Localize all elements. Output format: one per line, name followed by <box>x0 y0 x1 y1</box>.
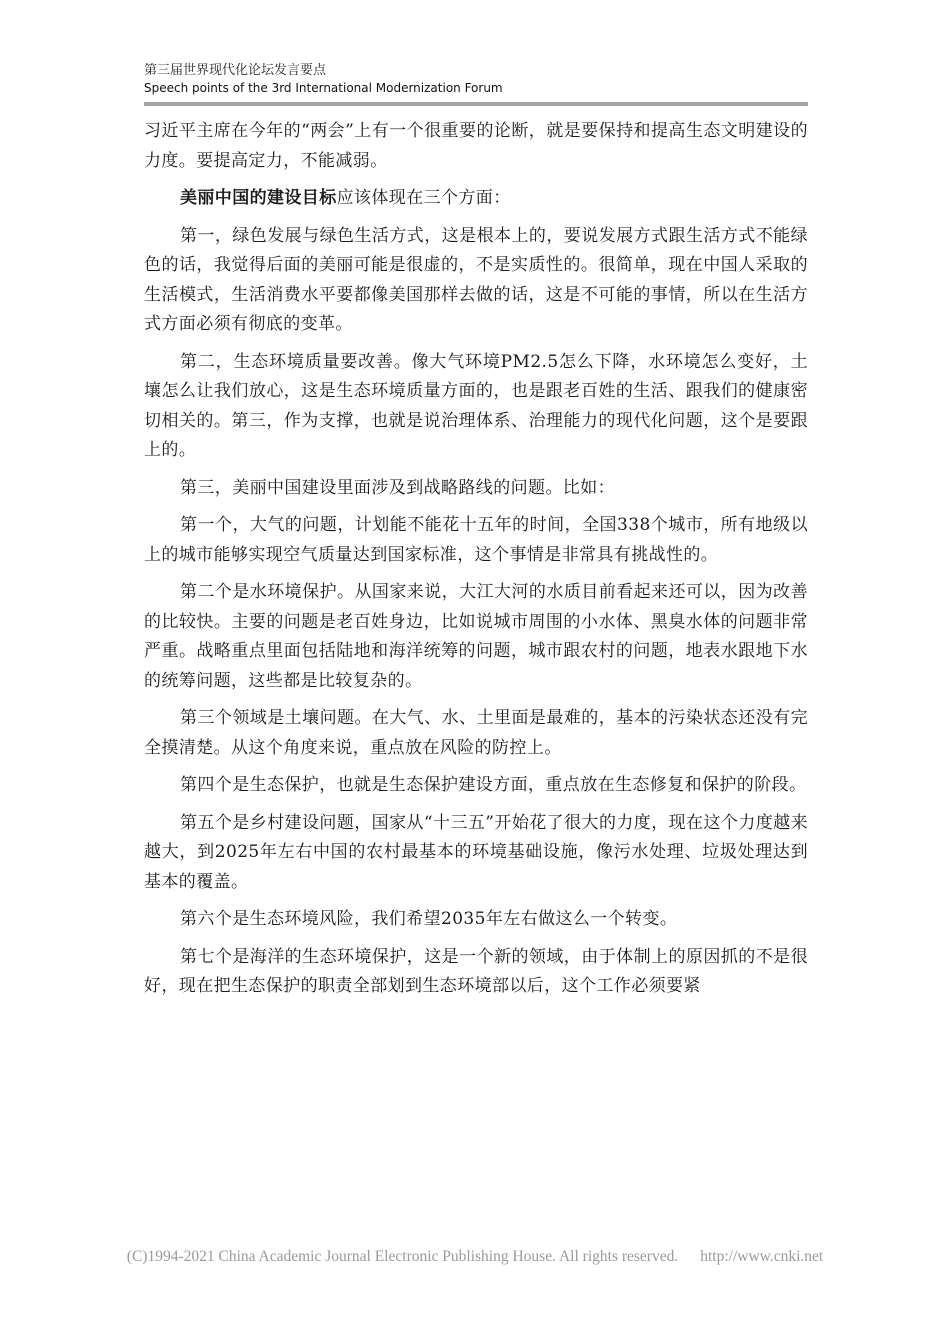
paragraph-8: 第三个领域是土壤问题。在大气、水、土里面是最难的，基本的污染状态还没有完全摸清楚。从这个角度来说，重点放在风险的防控上。 <box>144 708 808 758</box>
paragraph-9: 第四个是生态保护，也就是生态保护建设方面，重点放在生态修复和保护的阶段。 <box>180 775 807 795</box>
paragraph-2 <box>144 184 808 214</box>
paragraph-6: 第一个，大气的问题，计划能不能花十五年的时间，全国338个城市，所有地级以上的城市能够实现空气质量达到国家标准，这个事情是非常具有挑战性的。 <box>144 515 808 565</box>
paragraph-4: 第二，生态环境质量要改善。像大气环境PM2.5怎么下降，水环境怎么变好，土壤怎么让我们放心，这是生态环境质量方面的，也是跟老百姓的生活、跟我们的健康密切相关的。第三，作为支撑，也就是说治理体系、治理能力的现代化问题，这个是要跟上的。 <box>144 351 808 460</box>
footer-url: http://www.cnki.net <box>700 1248 824 1265</box>
paragraph-1: 习近平主席在今年的“两会”上有一个很重要的论断，就是要保持和提高生态文明建设的力度。要提高定力，不能减弱。 <box>144 121 808 171</box>
paragraph-7: 第二个是水环境保护。从国家来说，大江大河的水质目前看起来还可以，因为改善的比较快。主要的问题是老百姓身边，比如说城市周围的小水体、黑臭水体的问题非常严重。战略重点里面包括陆地和海洋统筹的问题，城市跟农村的问题，地表水跟地下水的统筹问题，这些都是比较复杂的。 <box>144 582 808 691</box>
paragraph-2-text: 应该体现在三个方面： <box>336 188 511 208</box>
paragraph-2-bold-lead: 美丽中国的建设目标 <box>180 188 337 208</box>
paragraph-10: 第五个是乡村建设问题，国家从“十三五”开始花了很大的力度，现在这个力度越来越大，到2025年左右中国的农村最基本的环境基础设施，像污水处理、垃圾处理达到基本的覆盖。 <box>144 812 808 892</box>
header-title-en: Speech points of the 3rd International Modernization Forum <box>144 81 503 95</box>
paragraph-12: 第七个是海洋的生态环境保护，这是一个新的领域，由于体制上的原因抓的不是很好，现在把生态保护的职责全部划到生态环境部以后，这个工作必须要紧 <box>144 946 808 996</box>
footer-copyright: (C)1994-2021 China Academic Journal Electronic Publishing House. All rights reserved. <box>126 1248 679 1265</box>
paragraph-3: 第一，绿色发展与绿色生活方式，这是根本上的，要说发展方式跟生活方式不能绿色的话，我觉得后面的美丽可能是很虚的，不是实质性的。很简单，现在中国人采取的生活模式，生活消费水平要都像美国那样去做的话，这是不可能的事情，所以在生活方式方面必须有彻底的变革。 <box>144 225 808 334</box>
article-body <box>144 117 808 1010</box>
paragraph-5: 第三，美丽中国建设里面涉及到战略路线的问题。比如： <box>180 477 615 498</box>
header-title-cn: 第三届世界现代化论坛发言要点 <box>144 63 327 78</box>
paragraph-11: 第六个是生态环境风险，我们希望2035年左右做这么一个转变。 <box>180 909 678 929</box>
running-header <box>144 62 808 96</box>
header-divider <box>144 102 808 106</box>
page-footer <box>0 1248 950 1266</box>
